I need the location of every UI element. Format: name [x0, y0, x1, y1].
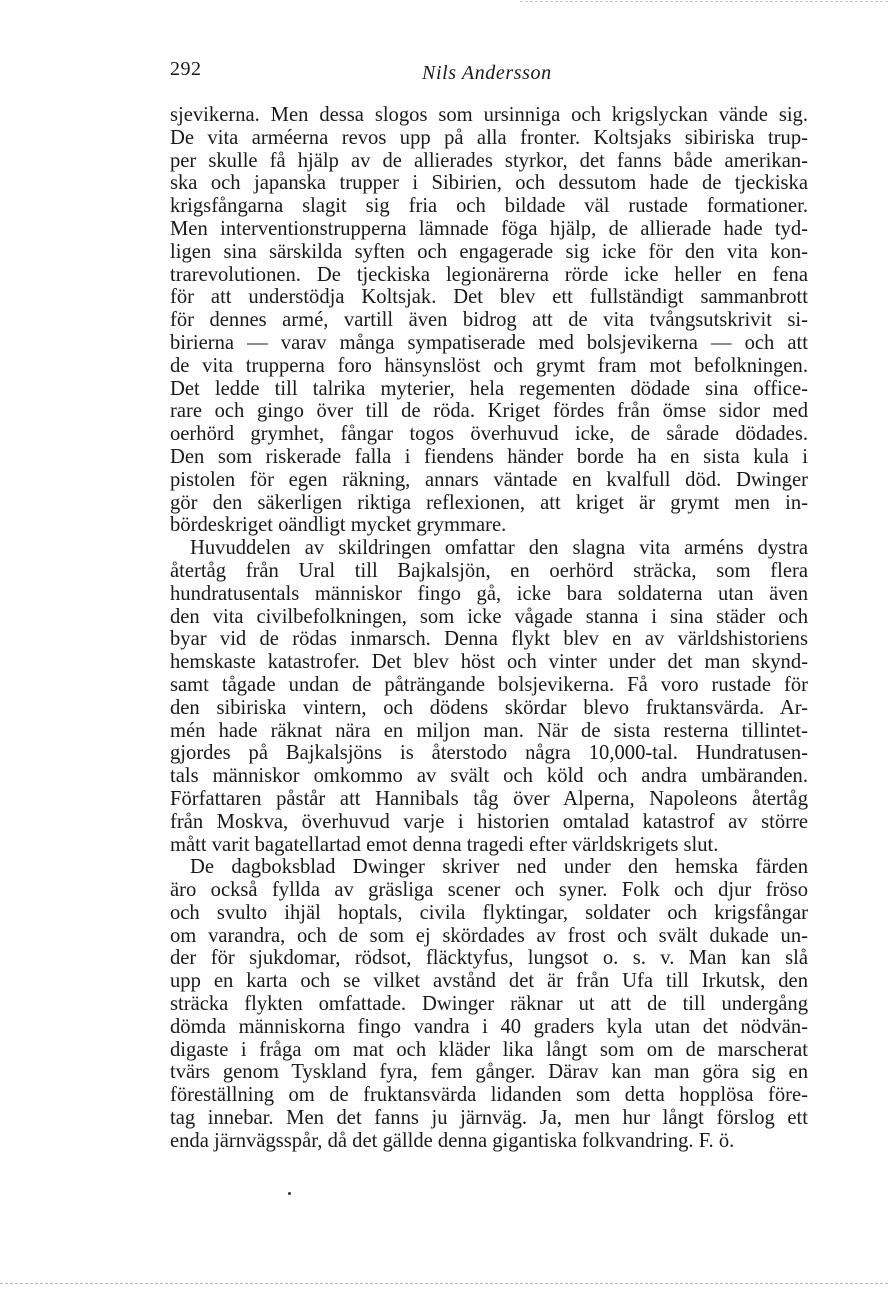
text-line: trarevolutionen. De tjeckiska legionärerna rörde icke heller en fena	[170, 263, 808, 286]
text-line: och svulto ihjäl hoptals, civila flyktingar, soldater och krigsfångar	[170, 901, 808, 924]
text-line: om varandra, och de som ej skördades av frost och svält dukade un-	[170, 924, 808, 947]
text-line: Men interventionstrupperna lämnade föga hjälp, de allierade hade tyd-	[170, 217, 808, 240]
text-line: tag innebar. Men det fanns ju järnväg. Ja, men hur långt förslog ett	[170, 1107, 808, 1130]
text-line: hundratusentals människor fingo gå, icke bara soldaterna utan även	[170, 582, 808, 605]
text-line: enda järnvägsspår, då det gällde denna gigantiska folkvandring. F. ö.	[170, 1129, 735, 1152]
text-line: per skulle få hjälp av de allierades styrkor, det fanns både amerikan-	[170, 149, 808, 172]
text-line: oerhörd grymhet, fångar togos överhuvud icke, de sårade dödades.	[170, 423, 808, 446]
text-line: föreställning om de fruktansvärda lidanden som detta hopplösa före-	[170, 1084, 808, 1107]
text-line: Författaren påstår att Hannibals tåg över Alperna, Napoleons återtåg	[170, 787, 808, 810]
text-line: krigsfångarna slagit sig fria och bildade väl rustade formationer.	[170, 195, 808, 218]
text-line: hemskaste katastrofer. Det blev höst och vinter under det man skynd-	[170, 651, 808, 674]
text-line: mén hade räknat nära en miljon man. När de sista resterna tillintet-	[170, 719, 808, 742]
text-line: Huvuddelen av skildringen omfattar den slagna vita arméns dystra	[190, 537, 808, 560]
scan-edge-bottom	[0, 1283, 888, 1284]
text-line: gjordes på Bajkalsjöns is återstodo några 10,000-tal. Hundratusen-	[170, 742, 808, 765]
running-head-author: Nils Andersson	[422, 62, 552, 84]
text-line: tvärs genom Tyskland fyra, fem gånger. Därav kan man göra sig en	[170, 1061, 808, 1084]
text-line: dömda människorna fingo vandra i 40 graders kyla utan det nödvän-	[170, 1015, 808, 1038]
text-line: den sibiriska vintern, och dödens skördar blevo fruktansvärda. Ar-	[170, 696, 808, 719]
text-line: ska och japanska trupper i Sibirien, och dessutom hade de tjeckiska	[170, 172, 808, 195]
text-line: de vita trupperna foro hänsynslöst och grymt fram mot befolkningen.	[170, 354, 808, 377]
text-line: sträcka flykten omfattade. Dwinger räknar ut att de till undergång	[170, 993, 808, 1016]
text-line: för dennes armé, vartill även bidrog att de vita tvångsutskrivit si-	[170, 309, 808, 332]
text-line: upp en karta och se vilket avstånd det är från Ufa till Irkutsk, den	[170, 970, 808, 993]
text-line: De vita arméerna revos upp på alla fronter. Koltsjaks sibiriska trup-	[170, 126, 808, 149]
body-text	[170, 104, 808, 1153]
paragraph	[170, 537, 808, 856]
text-line: Det ledde till talrika myterier, hela regementen dödade sina office-	[170, 377, 808, 400]
text-line: digaste i fråga om mat och kläder lika långt som om de marscherat	[170, 1038, 808, 1061]
text-line: den vita civilbefolkningen, som icke vågade stanna i sina städer och	[170, 605, 808, 628]
text-line: rare och gingo över till de röda. Kriget fördes från ömse sidor med	[170, 400, 808, 423]
text-line: bördeskriget oändligt mycket grymmare.	[170, 514, 507, 537]
page-header	[168, 58, 808, 88]
text-line: pistolen för egen räkning, annars väntade en kvalfull död. Dwinger	[170, 468, 808, 491]
text-line: återtåg från Ural till Bajkalsjön, en oerhörd sträcka, som flera	[170, 559, 808, 582]
paragraph	[170, 104, 808, 537]
text-line: sjevikerna. Men dessa slogos som ursinniga och krigslyckan vände sig.	[170, 104, 808, 126]
text-line: birierna — varav många sympatiserade med bolsjevikerna — och att	[170, 331, 808, 354]
text-line: De dagboksblad Dwinger skriver ned under den hemska färden	[190, 856, 808, 879]
text-line: mått varit bagatellartad emot denna tragedi efter världskrigets slut.	[170, 833, 719, 856]
text-line: byar vid de rödas inmarsch. Denna flykt blev en av världshistoriens	[170, 628, 808, 651]
text-line: der för sjukdomar, rödsot, fläcktyfus, lungsot o. s. v. Man kan slå	[170, 947, 808, 970]
text-line: från Moskva, överhuvud varje i historien omtalad katastrof av större	[170, 810, 808, 833]
text-line: samt tågade undan de påträngande bolsjevikerna. Få voro rustade för	[170, 673, 808, 696]
text-line: tals människor omkommo av svält och köld och andra umbäranden.	[170, 765, 808, 788]
paragraph	[170, 856, 808, 1152]
scan-edge-top	[520, 1, 888, 2]
text-line: gör den säkerligen riktiga reflexionen, att kriget är grymt men in-	[170, 491, 808, 514]
text-line: äro också fyllda av gräsliga scener och syner. Folk och djur fröso	[170, 879, 808, 902]
text-line: Den som riskerade falla i fiendens händer borde ha en sista kula i	[170, 445, 808, 468]
text-line: ligen sina särskilda syften och engagerade sig icke för den vita kon-	[170, 240, 808, 263]
page-number: 292	[170, 58, 202, 80]
scan-speck	[288, 1192, 291, 1195]
text-line: för att understödja Koltsjak. Det blev ett fullständigt sammanbrott	[170, 286, 808, 309]
